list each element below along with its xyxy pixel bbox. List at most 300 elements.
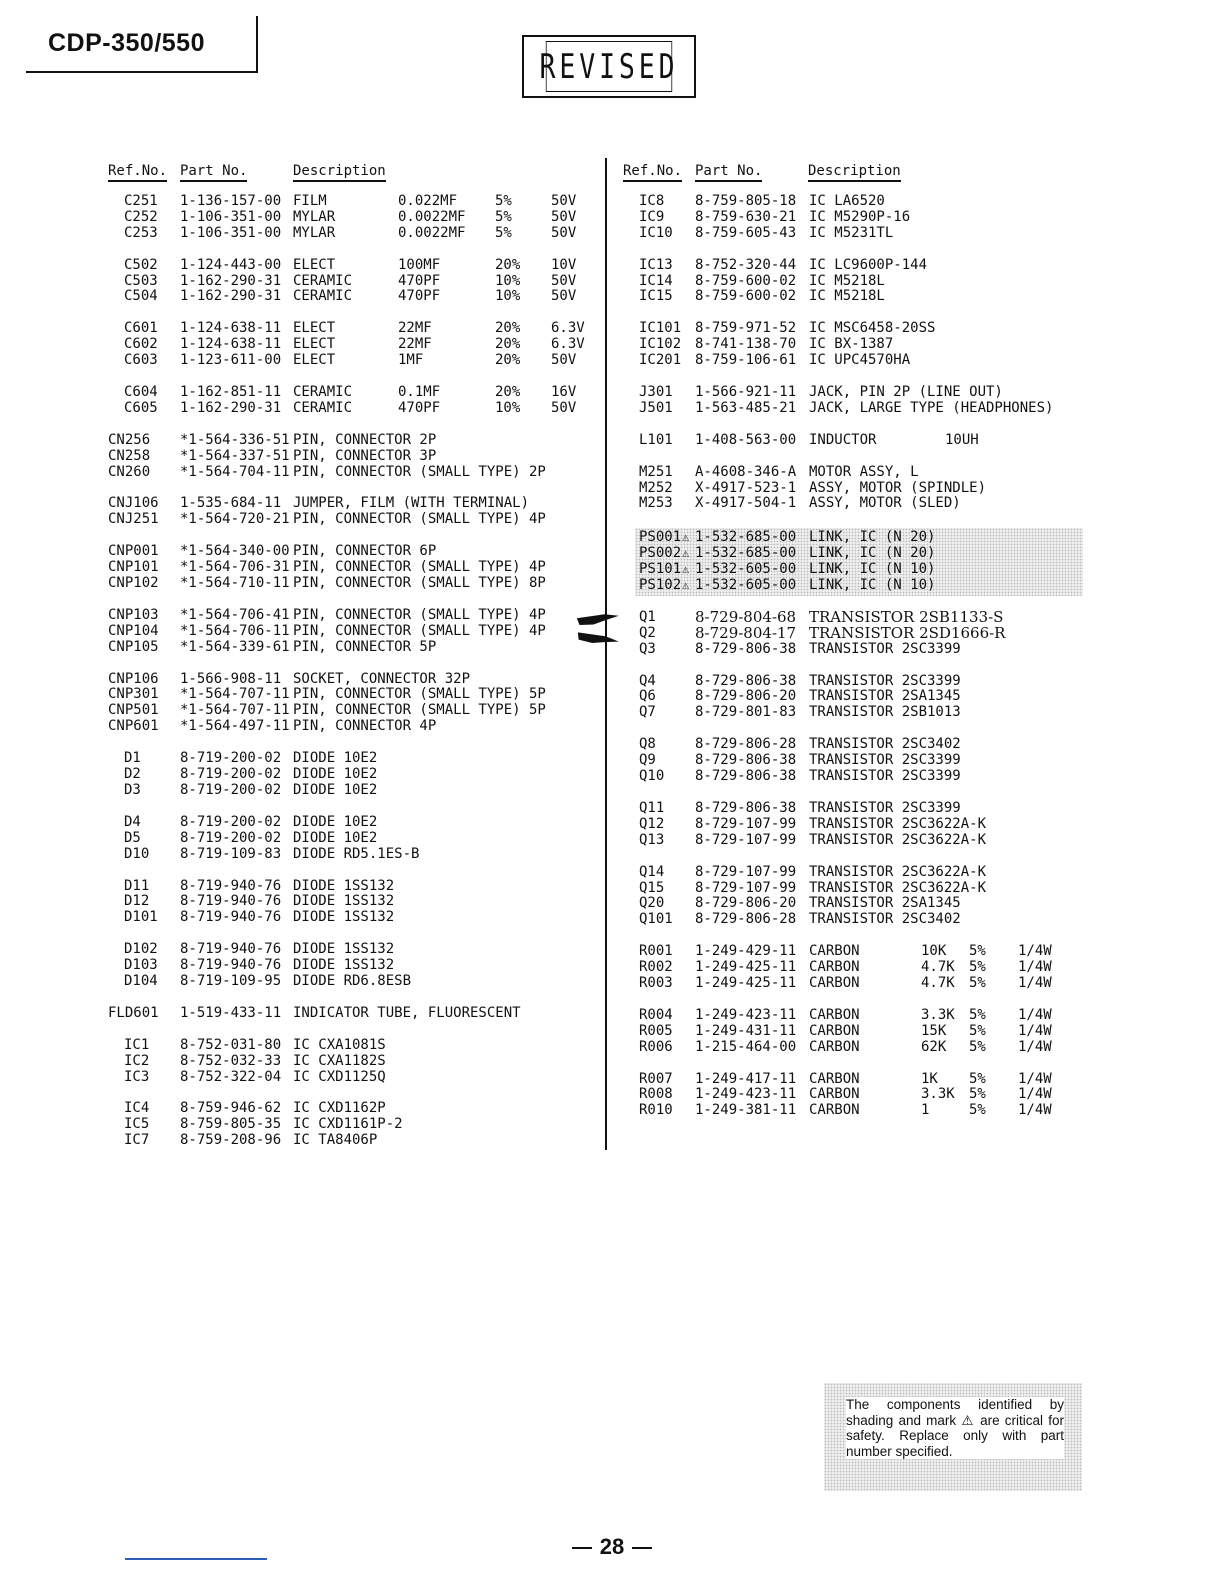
description: MYLAR xyxy=(293,208,336,225)
part-no: 1-532-605-00 xyxy=(695,561,797,578)
description-heading: Description xyxy=(293,163,386,182)
description: TRANSISTOR 2SC3402 xyxy=(809,911,961,928)
part-row xyxy=(108,226,588,242)
part-no: 8-729-804-68 xyxy=(695,607,797,626)
part-no: 1-566-908-11 xyxy=(180,670,282,687)
part-row xyxy=(623,1072,1063,1088)
part-row xyxy=(623,944,1063,960)
model-number-box xyxy=(26,16,258,73)
ref-no: J501 xyxy=(639,399,673,416)
description: DIODE 1SS132 xyxy=(293,957,395,974)
part-no: *1-564-710-11 xyxy=(180,575,290,592)
description: ASSY, MOTOR (SLED) xyxy=(809,495,961,512)
ref-no: C253 xyxy=(124,224,158,241)
part-row xyxy=(108,624,588,640)
part-no: *1-564-707-11 xyxy=(180,686,290,703)
part-no: 8-719-109-95 xyxy=(180,972,282,989)
description: IC MSC6458-20SS xyxy=(809,320,936,337)
ref-no: CNP103 xyxy=(108,606,159,623)
ref-no: Q15 xyxy=(639,879,665,896)
ref-no: R001 xyxy=(639,943,673,960)
ref-no: Q7 xyxy=(639,704,656,721)
part-no: 1-532-685-00 xyxy=(695,545,797,562)
part-no: 1-249-425-11 xyxy=(695,959,797,976)
ref-no: R004 xyxy=(639,1006,673,1023)
part-no: 1-162-290-31 xyxy=(180,272,282,289)
tolerance: 10% xyxy=(495,399,521,416)
part-row xyxy=(108,974,588,990)
warning-triangle-icon: ⚠ xyxy=(961,1412,975,1428)
part-row xyxy=(623,385,1063,401)
part-group xyxy=(623,1072,1063,1120)
description: TRANSISTOR 2SA1345 xyxy=(809,688,961,705)
ref-no: C602 xyxy=(124,336,158,353)
part-row xyxy=(108,449,588,465)
part-row xyxy=(108,1038,588,1054)
value: 10K xyxy=(921,943,947,960)
ref-no: IC3 xyxy=(124,1068,150,1085)
safety-note-line: The components identified by shading and mark xyxy=(846,1397,1064,1428)
ref-no: R006 xyxy=(639,1038,673,1055)
part-no: 8-759-208-96 xyxy=(180,1132,282,1149)
description: PIN, CONNECTOR 3P xyxy=(293,447,437,464)
description: PIN, CONNECTOR (SMALL TYPE) 2P xyxy=(293,463,546,480)
revised-stamp-text: REVISED xyxy=(546,41,672,92)
description: IC UPC4570HA xyxy=(809,352,911,369)
part-group xyxy=(108,942,588,990)
part-no: 8-752-031-80 xyxy=(180,1036,282,1053)
description: TRANSISTOR 2SC3399 xyxy=(809,640,961,657)
value: 470PF xyxy=(398,272,441,289)
part-no: 1-535-684-11 xyxy=(180,495,282,512)
part-no: 8-729-806-38 xyxy=(695,799,797,816)
part-no: 8-759-630-21 xyxy=(695,208,797,225)
ref-no: Q11 xyxy=(639,799,665,816)
description: DIODE RD5.1ES-B xyxy=(293,845,420,862)
part-no: 8-719-940-76 xyxy=(180,957,282,974)
part-no: *1-564-720-21 xyxy=(180,511,290,528)
tolerance: 5% xyxy=(969,1102,986,1119)
part-row xyxy=(623,1103,1063,1119)
ref-no: Q12 xyxy=(639,815,665,832)
part-row xyxy=(108,274,588,290)
part-no: *1-564-706-31 xyxy=(180,559,290,576)
part-group xyxy=(623,674,1063,722)
part-group xyxy=(623,1008,1063,1056)
part-no: 1-162-851-11 xyxy=(180,384,282,401)
ref-no: FLD601 xyxy=(108,1004,159,1021)
ref-no: PS001 xyxy=(639,529,682,546)
part-no: 1-124-638-11 xyxy=(180,320,282,337)
ref-no: R003 xyxy=(639,974,673,991)
right-parts-list xyxy=(623,194,1063,512)
tolerance: 5% xyxy=(495,208,512,225)
part-group xyxy=(108,433,588,481)
ref-no: D5 xyxy=(124,829,141,846)
ref-no: IC15 xyxy=(639,288,673,305)
ref-no: R008 xyxy=(639,1086,673,1103)
part-no: 8-759-805-35 xyxy=(180,1116,282,1133)
part-row xyxy=(108,560,588,576)
description: CARBON xyxy=(809,943,860,960)
part-row xyxy=(108,703,588,719)
page-number xyxy=(0,1534,1224,1560)
safety-part-row xyxy=(635,562,1083,578)
safety-part-row xyxy=(635,530,1083,546)
wattage: 1/4W xyxy=(1018,1006,1052,1023)
part-row xyxy=(623,674,1063,690)
description: LINK, IC (N 20) xyxy=(809,545,936,562)
ref-no: D11 xyxy=(124,877,150,894)
warning-triangle-icon: ⚠ xyxy=(682,578,690,593)
ref-no: C604 xyxy=(124,384,158,401)
left-column-header xyxy=(108,160,588,194)
part-row xyxy=(108,751,588,767)
part-no: 8-729-806-20 xyxy=(695,688,797,705)
part-no: 1-249-429-11 xyxy=(695,943,797,960)
value: 10UH xyxy=(945,431,979,448)
safety-note-box xyxy=(824,1383,1082,1491)
part-row xyxy=(623,817,1063,833)
ref-no: R007 xyxy=(639,1070,673,1087)
part-row xyxy=(108,576,588,592)
part-row xyxy=(108,289,588,305)
ref-no: IC1 xyxy=(124,1036,150,1053)
ref-no: IC201 xyxy=(639,352,682,369)
ref-no: C605 xyxy=(124,399,158,416)
wattage: 1/4W xyxy=(1018,1038,1052,1055)
ref-no: PS002 xyxy=(639,545,682,562)
part-no: 8-719-940-76 xyxy=(180,893,282,910)
part-row xyxy=(623,353,1063,369)
description: PIN, CONNECTOR (SMALL TYPE) 4P xyxy=(293,606,546,623)
description: INDICATOR TUBE, FLUORESCENT xyxy=(293,1004,521,1021)
ref-no: Q6 xyxy=(639,688,656,705)
part-row xyxy=(108,831,588,847)
revised-stamp xyxy=(522,35,696,98)
part-row xyxy=(108,815,588,831)
description: CARBON xyxy=(809,1038,860,1055)
part-no: 8-719-200-02 xyxy=(180,829,282,846)
part-group xyxy=(623,801,1063,849)
ref-no: Q14 xyxy=(639,863,665,880)
ref-no: Q4 xyxy=(639,672,656,689)
part-row xyxy=(108,401,588,417)
part-no: 1-519-433-11 xyxy=(180,1004,282,1021)
part-no: 8-719-200-02 xyxy=(180,813,282,830)
ref-no: D10 xyxy=(124,845,150,862)
part-no: 8-719-940-76 xyxy=(180,909,282,926)
part-no: 1-532-685-00 xyxy=(695,529,797,546)
part-no: 8-719-940-76 xyxy=(180,941,282,958)
value: 4.7K xyxy=(921,959,955,976)
part-row xyxy=(623,194,1063,210)
description: TRANSISTOR 2SC3622A-K xyxy=(809,879,987,896)
description: IC CXD1162P xyxy=(293,1100,386,1117)
description: ELECT xyxy=(293,256,336,273)
value: 0.0022MF xyxy=(398,224,466,241)
description: DIODE 1SS132 xyxy=(293,909,395,926)
ref-no: Q13 xyxy=(639,831,665,848)
part-row xyxy=(108,1117,588,1133)
part-row xyxy=(623,465,1063,481)
wattage: 1/4W xyxy=(1018,1070,1052,1087)
part-no: *1-564-339-61 xyxy=(180,638,290,655)
part-no: 1-566-921-11 xyxy=(695,384,797,401)
dash-right xyxy=(632,1547,652,1549)
part-group xyxy=(108,751,588,799)
value: 62K xyxy=(921,1038,947,1055)
tolerance: 20% xyxy=(495,384,521,401)
part-no: 1-249-423-11 xyxy=(695,1086,797,1103)
value: 1K xyxy=(921,1070,938,1087)
part-no: 1-249-423-11 xyxy=(695,1006,797,1023)
wattage: 1/4W xyxy=(1018,1022,1052,1039)
part-no: X-4917-523-1 xyxy=(695,479,797,496)
wattage: 1/4W xyxy=(1018,974,1052,991)
description-heading: Description xyxy=(808,163,901,182)
value: 3.3K xyxy=(921,1006,955,1023)
left-parts-column xyxy=(108,160,588,1165)
safety-note-text xyxy=(846,1397,1064,1459)
part-row xyxy=(623,289,1063,305)
part-no: 8-729-806-20 xyxy=(695,895,797,912)
description: PIN, CONNECTOR 6P xyxy=(293,543,437,560)
part-no: 8-759-946-62 xyxy=(180,1100,282,1117)
part-row xyxy=(108,321,588,337)
tolerance: 5% xyxy=(495,224,512,241)
ref-no: CNP106 xyxy=(108,670,159,687)
ref-no: D2 xyxy=(124,766,141,783)
ref-no: Q8 xyxy=(639,736,656,753)
description: IC M5290P-16 xyxy=(809,208,911,225)
part-row xyxy=(623,801,1063,817)
ref-no: Q3 xyxy=(639,640,656,657)
part-no: 1-136-157-00 xyxy=(180,193,282,209)
revised-transistor-group xyxy=(623,607,1063,658)
description: TRANSISTOR 2SC3399 xyxy=(809,672,961,689)
part-no: 8-741-138-70 xyxy=(695,336,797,353)
part-row xyxy=(108,719,588,735)
part-group xyxy=(108,608,588,656)
tolerance: 5% xyxy=(969,1070,986,1087)
part-row xyxy=(623,481,1063,497)
description: CARBON xyxy=(809,959,860,976)
tolerance: 5% xyxy=(969,959,986,976)
voltage-rating: 6.3V xyxy=(551,336,585,353)
wattage: 1/4W xyxy=(1018,959,1052,976)
part-group xyxy=(623,385,1063,417)
description: IC CXA1081S xyxy=(293,1036,386,1053)
part-row xyxy=(108,385,588,401)
part-row xyxy=(108,465,588,481)
voltage-rating: 50V xyxy=(551,352,577,369)
column-divider xyxy=(605,158,607,1150)
description: TRANSISTOR 2SC3399 xyxy=(809,799,961,816)
part-group xyxy=(108,544,588,592)
part-row xyxy=(623,912,1063,928)
part-group xyxy=(108,385,588,417)
ref-no: C601 xyxy=(124,320,158,337)
part-no: 8-729-806-28 xyxy=(695,911,797,928)
value: 15K xyxy=(921,1022,947,1039)
part-row xyxy=(623,321,1063,337)
part-no: 1-249-381-11 xyxy=(695,1102,797,1119)
part-no: 8-729-107-99 xyxy=(695,879,797,896)
part-group xyxy=(108,1101,588,1149)
voltage-rating: 50V xyxy=(551,272,577,289)
part-row xyxy=(108,783,588,799)
ref-no: L101 xyxy=(639,431,673,448)
value: 1 xyxy=(921,1102,930,1119)
ref-no: M253 xyxy=(639,495,673,512)
description: CERAMIC xyxy=(293,384,353,401)
part-group xyxy=(108,815,588,863)
part-row xyxy=(623,865,1063,881)
description: CARBON xyxy=(809,974,860,991)
description: PIN, CONNECTOR (SMALL TYPE) 5P xyxy=(293,686,546,703)
ref-no: C603 xyxy=(124,352,158,369)
part-row xyxy=(108,258,588,274)
ref-no-heading: Ref.No. xyxy=(108,163,167,182)
part-group xyxy=(623,194,1063,242)
description: PIN, CONNECTOR 2P xyxy=(293,431,437,448)
dash-left xyxy=(572,1547,592,1549)
part-group xyxy=(623,258,1063,306)
value: 470PF xyxy=(398,288,441,305)
ref-no: J301 xyxy=(639,384,673,401)
ref-no: D1 xyxy=(124,750,141,767)
ref-no: IC2 xyxy=(124,1052,150,1069)
part-group xyxy=(623,737,1063,785)
description: CARBON xyxy=(809,1022,860,1039)
part-row xyxy=(623,1008,1063,1024)
part-row xyxy=(623,274,1063,290)
ref-no: CN256 xyxy=(108,431,151,448)
part-no: 8-729-806-38 xyxy=(695,768,797,785)
part-no: 8-759-600-02 xyxy=(695,288,797,305)
part-row xyxy=(108,847,588,863)
part-no: *1-564-706-41 xyxy=(180,606,290,623)
part-row xyxy=(108,512,588,528)
ref-no: D104 xyxy=(124,972,158,989)
part-row xyxy=(108,879,588,895)
model-number: CDP-350/550 xyxy=(48,29,205,57)
left-parts-list xyxy=(108,194,588,1149)
part-no: *1-564-704-11 xyxy=(180,463,290,480)
description: JUMPER, FILM (WITH TERMINAL) xyxy=(293,495,530,512)
ref-no: R002 xyxy=(639,959,673,976)
part-no: *1-564-336-51 xyxy=(180,431,290,448)
description: FILM xyxy=(293,193,327,209)
description: LINK, IC (N 10) xyxy=(809,577,936,594)
value: 4.7K xyxy=(921,974,955,991)
description: TRANSISTOR 2SB1133-S xyxy=(809,607,1004,626)
part-row xyxy=(623,769,1063,785)
part-no: 1-408-563-00 xyxy=(695,431,797,448)
ref-no: M251 xyxy=(639,463,673,480)
ref-no: CNP101 xyxy=(108,559,159,576)
part-row xyxy=(108,608,588,624)
part-group xyxy=(108,496,588,528)
part-row xyxy=(623,496,1063,512)
part-no: 8-729-801-83 xyxy=(695,704,797,721)
ref-no: Q20 xyxy=(639,895,665,912)
part-row xyxy=(623,210,1063,226)
ref-no: D3 xyxy=(124,781,141,798)
part-group xyxy=(623,865,1063,929)
part-no: 8-759-971-52 xyxy=(695,320,797,337)
description: IC LC9600P-144 xyxy=(809,256,928,273)
voltage-rating: 10V xyxy=(551,256,577,273)
tolerance: 20% xyxy=(495,352,521,369)
tolerance: 5% xyxy=(495,193,512,209)
part-no: *1-564-337-51 xyxy=(180,447,290,464)
part-group xyxy=(623,321,1063,369)
part-row xyxy=(108,194,588,210)
tolerance: 20% xyxy=(495,320,521,337)
ref-no: CNP104 xyxy=(108,622,159,639)
ref-no: CNP301 xyxy=(108,686,159,703)
part-group xyxy=(108,879,588,927)
description: IC TA8406P xyxy=(293,1132,378,1149)
part-row xyxy=(623,833,1063,849)
part-group xyxy=(108,321,588,369)
part-row xyxy=(108,942,588,958)
description: TRANSISTOR 2SC3622A-K xyxy=(809,815,987,832)
description: PIN, CONNECTOR (SMALL TYPE) 8P xyxy=(293,575,546,592)
description: JACK, LARGE TYPE (HEADPHONES) xyxy=(809,399,1054,416)
part-row xyxy=(623,976,1063,992)
warning-triangle-icon: ⚠ xyxy=(682,562,690,577)
part-row xyxy=(623,737,1063,753)
description: TRANSISTOR 2SC3399 xyxy=(809,768,961,785)
description: CERAMIC xyxy=(293,272,353,289)
part-row xyxy=(108,337,588,353)
part-row xyxy=(108,1133,588,1149)
ref-no: Q9 xyxy=(639,752,656,769)
page-number-value: 28 xyxy=(599,1534,625,1559)
part-row xyxy=(623,226,1063,242)
safety-note-line: are critical for safety. xyxy=(846,1412,1064,1444)
part-no: 8-729-806-38 xyxy=(695,672,797,689)
description: CERAMIC xyxy=(293,288,353,305)
part-row xyxy=(623,705,1063,721)
part-row xyxy=(108,1054,588,1070)
part-no: 8-719-200-02 xyxy=(180,750,282,767)
ref-no: IC14 xyxy=(639,272,673,289)
part-row xyxy=(108,1006,588,1022)
part-row xyxy=(108,544,588,560)
ref-no: Q2 xyxy=(639,624,656,641)
description: ELECT xyxy=(293,336,336,353)
part-row xyxy=(108,958,588,974)
ref-no: IC9 xyxy=(639,208,665,225)
part-no: A-4608-346-A xyxy=(695,463,797,480)
description: PIN, CONNECTOR 5P xyxy=(293,638,437,655)
footer-rule xyxy=(125,1558,267,1560)
part-no: 8-729-806-28 xyxy=(695,736,797,753)
description: ELECT xyxy=(293,320,336,337)
part-row xyxy=(623,689,1063,705)
value: 1MF xyxy=(398,352,424,369)
ref-no: M252 xyxy=(639,479,673,496)
part-row xyxy=(623,1087,1063,1103)
part-row xyxy=(108,894,588,910)
description: ELECT xyxy=(293,352,336,369)
ref-no: Q10 xyxy=(639,768,665,785)
safety-part-row xyxy=(635,546,1083,562)
